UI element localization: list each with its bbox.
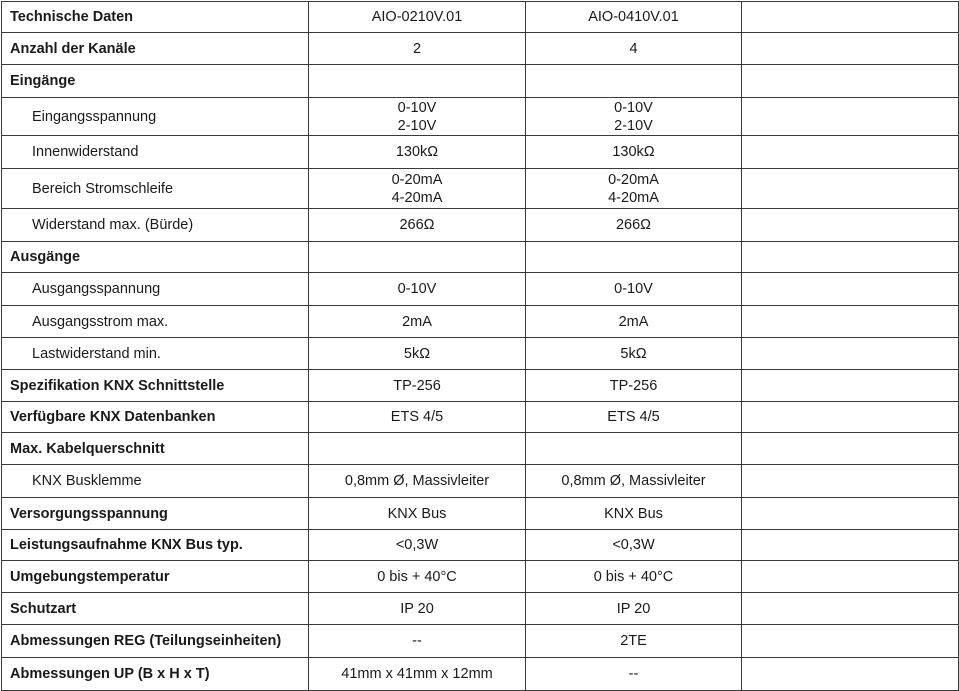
header-model-1: AIO-0210V.01 xyxy=(309,2,526,33)
section-row xyxy=(2,65,959,98)
row-empty-cell xyxy=(742,370,959,402)
row-value-2: -- xyxy=(526,658,742,691)
header-label: Technische Daten xyxy=(2,2,309,33)
row-empty-cell xyxy=(742,209,959,242)
row-value-2: IP 20 xyxy=(526,593,742,625)
row-value-2: 2TE xyxy=(526,625,742,658)
row-empty-cell xyxy=(742,658,959,691)
row-value-2: 4 xyxy=(526,33,742,65)
row-value-2 xyxy=(526,169,742,209)
value-line: 0-20mA xyxy=(391,171,443,188)
table-row xyxy=(2,530,959,561)
row-label: Leistungsaufnahme KNX Bus typ. xyxy=(2,530,309,561)
value-line: 0-20mA xyxy=(608,171,659,188)
row-value-1 xyxy=(309,242,526,273)
value-line: 0-10V xyxy=(614,99,653,116)
row-value-1: 0-10V xyxy=(309,273,526,306)
table-row xyxy=(2,136,959,169)
table-row xyxy=(2,273,959,306)
row-value-1 xyxy=(309,169,526,209)
row-empty-cell xyxy=(742,498,959,530)
row-value-2: 130kΩ xyxy=(526,136,742,169)
row-value-2: TP-256 xyxy=(526,370,742,402)
header-empty xyxy=(742,2,959,33)
row-label: Abmessungen REG (Teilungseinheiten) xyxy=(2,625,309,658)
row-value-1: 2 xyxy=(309,33,526,65)
row-empty-cell xyxy=(742,593,959,625)
row-empty-cell xyxy=(742,402,959,433)
row-label: Schutzart xyxy=(2,593,309,625)
table-row xyxy=(2,402,959,433)
table-row xyxy=(2,370,959,402)
row-label: Versorgungsspannung xyxy=(2,498,309,530)
table-row xyxy=(2,658,959,691)
value-line: 4-20mA xyxy=(391,189,443,206)
row-value-2: 5kΩ xyxy=(526,338,742,370)
row-label: Verfügbare KNX Datenbanken xyxy=(2,402,309,433)
header-row xyxy=(2,2,959,33)
section-row xyxy=(2,433,959,465)
row-value-1: 266Ω xyxy=(309,209,526,242)
row-value-1: 0 bis + 40°C xyxy=(309,561,526,593)
table-row xyxy=(2,593,959,625)
row-value-1: 0,8mm Ø, Massivleiter xyxy=(309,465,526,498)
row-empty-cell xyxy=(742,433,959,465)
table-row xyxy=(2,498,959,530)
row-label: KNX Busklemme xyxy=(2,465,309,498)
row-value-1 xyxy=(309,433,526,465)
value-line: 0-10V xyxy=(397,99,437,116)
value-line: 4-20mA xyxy=(608,189,659,206)
row-label: Abmessungen UP (B x H x T) xyxy=(2,658,309,691)
value-line: 2-10V xyxy=(397,117,437,134)
table-row xyxy=(2,306,959,338)
row-label: Ausgangsstrom max. xyxy=(2,306,309,338)
row-empty-cell xyxy=(742,338,959,370)
row-empty-cell xyxy=(742,465,959,498)
table-row xyxy=(2,98,959,136)
row-empty-cell xyxy=(742,273,959,306)
row-empty-cell xyxy=(742,136,959,169)
row-value-1 xyxy=(309,98,526,136)
row-value-1: 2mA xyxy=(309,306,526,338)
value-line: 2-10V xyxy=(614,117,653,134)
row-value-2: 0 bis + 40°C xyxy=(526,561,742,593)
row-value-1: <0,3W xyxy=(309,530,526,561)
table-row xyxy=(2,169,959,209)
header-model-2: AIO-0410V.01 xyxy=(526,2,742,33)
row-value-1 xyxy=(309,65,526,98)
row-label: Lastwiderstand min. xyxy=(2,338,309,370)
row-label: Innenwiderstand xyxy=(2,136,309,169)
row-empty-cell xyxy=(742,98,959,136)
row-value-1: ETS 4/5 xyxy=(309,402,526,433)
row-empty-cell xyxy=(742,33,959,65)
table-row xyxy=(2,561,959,593)
row-empty-cell xyxy=(742,625,959,658)
table-row xyxy=(2,338,959,370)
table-row xyxy=(2,33,959,65)
section-label: Eingänge xyxy=(2,65,309,98)
row-value-2 xyxy=(526,98,742,136)
row-label: Widerstand max. (Bürde) xyxy=(2,209,309,242)
row-value-2: ETS 4/5 xyxy=(526,402,742,433)
row-value-2: <0,3W xyxy=(526,530,742,561)
row-value-1: 41mm x 41mm x 12mm xyxy=(309,658,526,691)
row-empty-cell xyxy=(742,242,959,273)
row-value-1: KNX Bus xyxy=(309,498,526,530)
row-value-2 xyxy=(526,242,742,273)
section-row xyxy=(2,242,959,273)
table-row xyxy=(2,465,959,498)
row-value-2 xyxy=(526,65,742,98)
row-value-1: TP-256 xyxy=(309,370,526,402)
row-empty-cell xyxy=(742,65,959,98)
row-empty-cell xyxy=(742,169,959,209)
row-label: Eingangsspannung xyxy=(2,98,309,136)
table-row xyxy=(2,625,959,658)
row-value-2 xyxy=(526,433,742,465)
row-value-1: 5kΩ xyxy=(309,338,526,370)
row-label: Umgebungstemperatur xyxy=(2,561,309,593)
row-empty-cell xyxy=(742,561,959,593)
row-value-2: 0,8mm Ø, Massivleiter xyxy=(526,465,742,498)
section-label: Max. Kabelquerschnitt xyxy=(2,433,309,465)
row-empty-cell xyxy=(742,306,959,338)
section-label: Ausgänge xyxy=(2,242,309,273)
row-value-1: -- xyxy=(309,625,526,658)
row-value-2: 0-10V xyxy=(526,273,742,306)
row-label: Bereich Stromschleife xyxy=(2,169,309,209)
row-empty-cell xyxy=(742,530,959,561)
row-value-2: KNX Bus xyxy=(526,498,742,530)
table-row xyxy=(2,209,959,242)
row-label: Ausgangsspannung xyxy=(2,273,309,306)
row-value-2: 266Ω xyxy=(526,209,742,242)
row-value-1: IP 20 xyxy=(309,593,526,625)
row-label: Spezifikation KNX Schnittstelle xyxy=(2,370,309,402)
row-label: Anzahl der Kanäle xyxy=(2,33,309,65)
technical-data-table xyxy=(1,1,959,691)
row-value-1: 130kΩ xyxy=(309,136,526,169)
row-value-2: 2mA xyxy=(526,306,742,338)
